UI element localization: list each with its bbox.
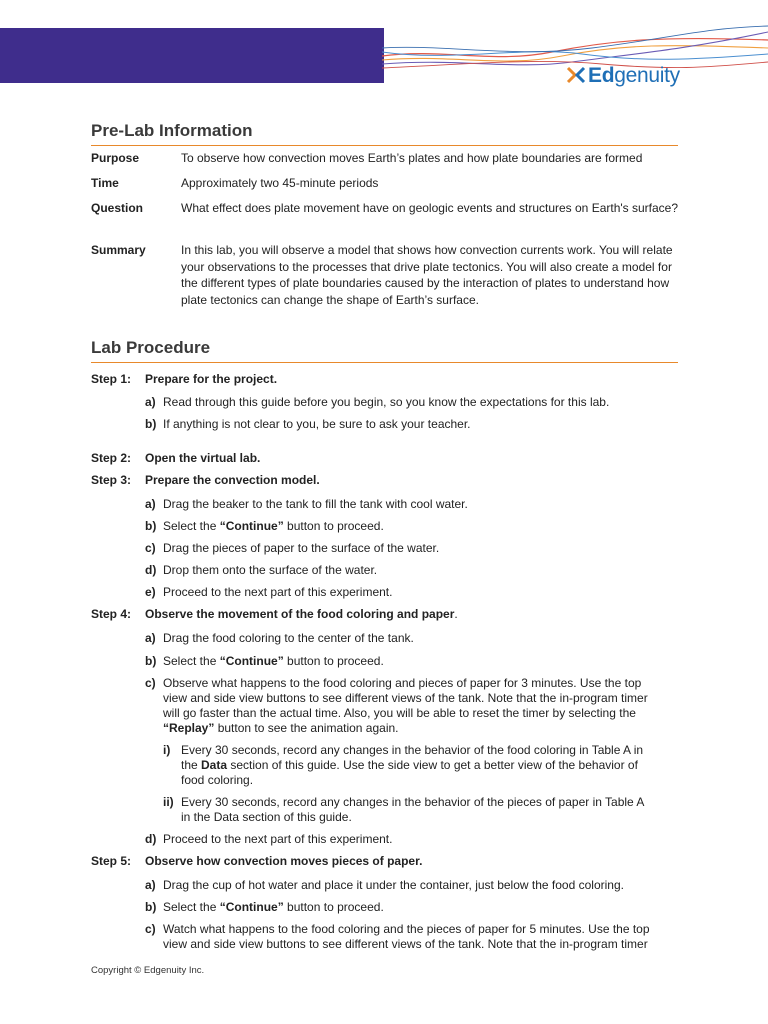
step-3a-letter: a) [145, 497, 156, 511]
step-3a-text: Drag the beaker to the tank to fill the tank with cool water. [163, 497, 468, 511]
step-5c-letter: c) [145, 922, 156, 936]
logo-genuity-text: genuity [614, 63, 680, 87]
step-4c-line-1: Observe what happens to the food coloring and pieces of paper for 3 minutes. Use the top [163, 676, 642, 690]
step-5b-letter: b) [145, 900, 157, 914]
step-4c-line-2: view and side view buttons to see different views of the tank. Note that the in-program timer [163, 691, 648, 705]
purpose-label: Purpose [91, 151, 140, 165]
question-label: Question [91, 201, 144, 215]
summary-label: Summary [91, 243, 146, 257]
purpose-value: To observe how convection moves Earth’s plates and how plate boundaries are formed [181, 151, 643, 165]
step-1a-letter: a) [145, 395, 156, 409]
step-1-title: Prepare for the project. [145, 372, 278, 386]
header-band [0, 28, 384, 83]
step-4c-ii-line-2: in the Data section of this guide. [181, 810, 352, 824]
step-1-label: Step 1: [91, 372, 132, 386]
step-1a-text: Read through this guide before you begin, so you know the expectations for this lab. [163, 395, 610, 409]
step-5c-line-1: Watch what happens to the food coloring and the pieces of paper for 5 minutes. Use the top [163, 922, 650, 936]
step-4c-i-line-1: Every 30 seconds, record any changes in the behavior of the food coloring in Table A in [181, 743, 644, 757]
step-1b-text: If anything is not clear to you, be sure to ask your teacher. [163, 417, 471, 431]
step-4c-i-line-2: the Data section of this guide. Use the side view to get a better view of the behavior of [181, 758, 638, 772]
step-4b-letter: b) [145, 654, 157, 668]
step-4c-letter: c) [145, 676, 156, 690]
step-4c-i-line-3: food coloring. [181, 773, 254, 787]
step-1b-letter: b) [145, 417, 157, 431]
step-4c-i-numeral: i) [163, 743, 171, 757]
step-4c-line-3: will go faster than the actual time. Also, you will be able to reset the timer by selecting the [163, 706, 636, 720]
step-4a-letter: a) [145, 631, 156, 645]
step-2-title: Open the virtual lab. [145, 451, 261, 465]
edgenuity-logo [566, 60, 680, 90]
x-logo-icon [566, 65, 586, 85]
step-3b-text: Select the “Continue” button to proceed. [163, 519, 384, 533]
step-4d-text: Proceed to the next part of this experiment. [163, 832, 393, 846]
copyright-text: Copyright © Edgenuity Inc. [91, 965, 205, 976]
prelab-section [91, 121, 678, 146]
step-5c-line-2: view and side view buttons to see different views of the tank. Note that the in-program timer [163, 937, 648, 951]
step-4-label: Step 4: [91, 607, 132, 621]
time-label: Time [91, 176, 119, 190]
step-2-label: Step 2: [91, 451, 132, 465]
step-5-label: Step 5: [91, 854, 132, 868]
step-4c-line-4: “Replay” button to see the animation again. [163, 721, 399, 735]
procedure-title: Lab Procedure [91, 338, 678, 363]
step-3d-text: Drop them onto the surface of the water. [163, 563, 378, 577]
step-4d-letter: d) [145, 832, 157, 846]
step-4c-ii-numeral: ii) [163, 795, 174, 809]
step-3e-text: Proceed to the next part of this experiment. [163, 585, 393, 599]
step-3-label: Step 3: [91, 473, 132, 487]
logo-ed-text: Ed [588, 63, 615, 87]
summary-value: In this lab, you will observe a model that shows how convection currents work. You will relate your observations to the processes that drive plate tectonics. You will also create a model for the different types of plate boundaries caused by the interaction of plates to understand how plate tectonics can change the shape of Earth’s surface. [181, 243, 673, 307]
question-value: What effect does plate movement have on geologic events and structures on Earth's surface? [181, 201, 679, 215]
step-5a-letter: a) [145, 878, 156, 892]
step-4a-text: Drag the food coloring to the center of the tank. [163, 631, 414, 645]
step-3d-letter: d) [145, 563, 157, 577]
step-4c-ii-line-1: Every 30 seconds, record any changes in the behavior of the pieces of paper in Table A [181, 795, 645, 809]
step-3e-letter: e) [145, 585, 156, 599]
step-4-title: Observe the movement of the food coloring and paper. [145, 607, 458, 621]
step-3-title: Prepare the convection model. [145, 473, 320, 487]
step-3b-letter: b) [145, 519, 157, 533]
time-value: Approximately two 45-minute periods [181, 176, 379, 190]
step-3c-letter: c) [145, 541, 156, 555]
step-5-title: Observe how convection moves pieces of paper. [145, 854, 423, 868]
prelab-title: Pre-Lab Information [91, 121, 678, 146]
step-3c-text: Drag the pieces of paper to the surface of the water. [163, 541, 440, 555]
step-5b-text: Select the “Continue” button to proceed. [163, 900, 384, 914]
step-5a-text: Drag the cup of hot water and place it under the container, just below the food coloring. [163, 878, 624, 892]
step-4b-text: Select the “Continue” button to proceed. [163, 654, 384, 668]
procedure-section [91, 338, 678, 363]
